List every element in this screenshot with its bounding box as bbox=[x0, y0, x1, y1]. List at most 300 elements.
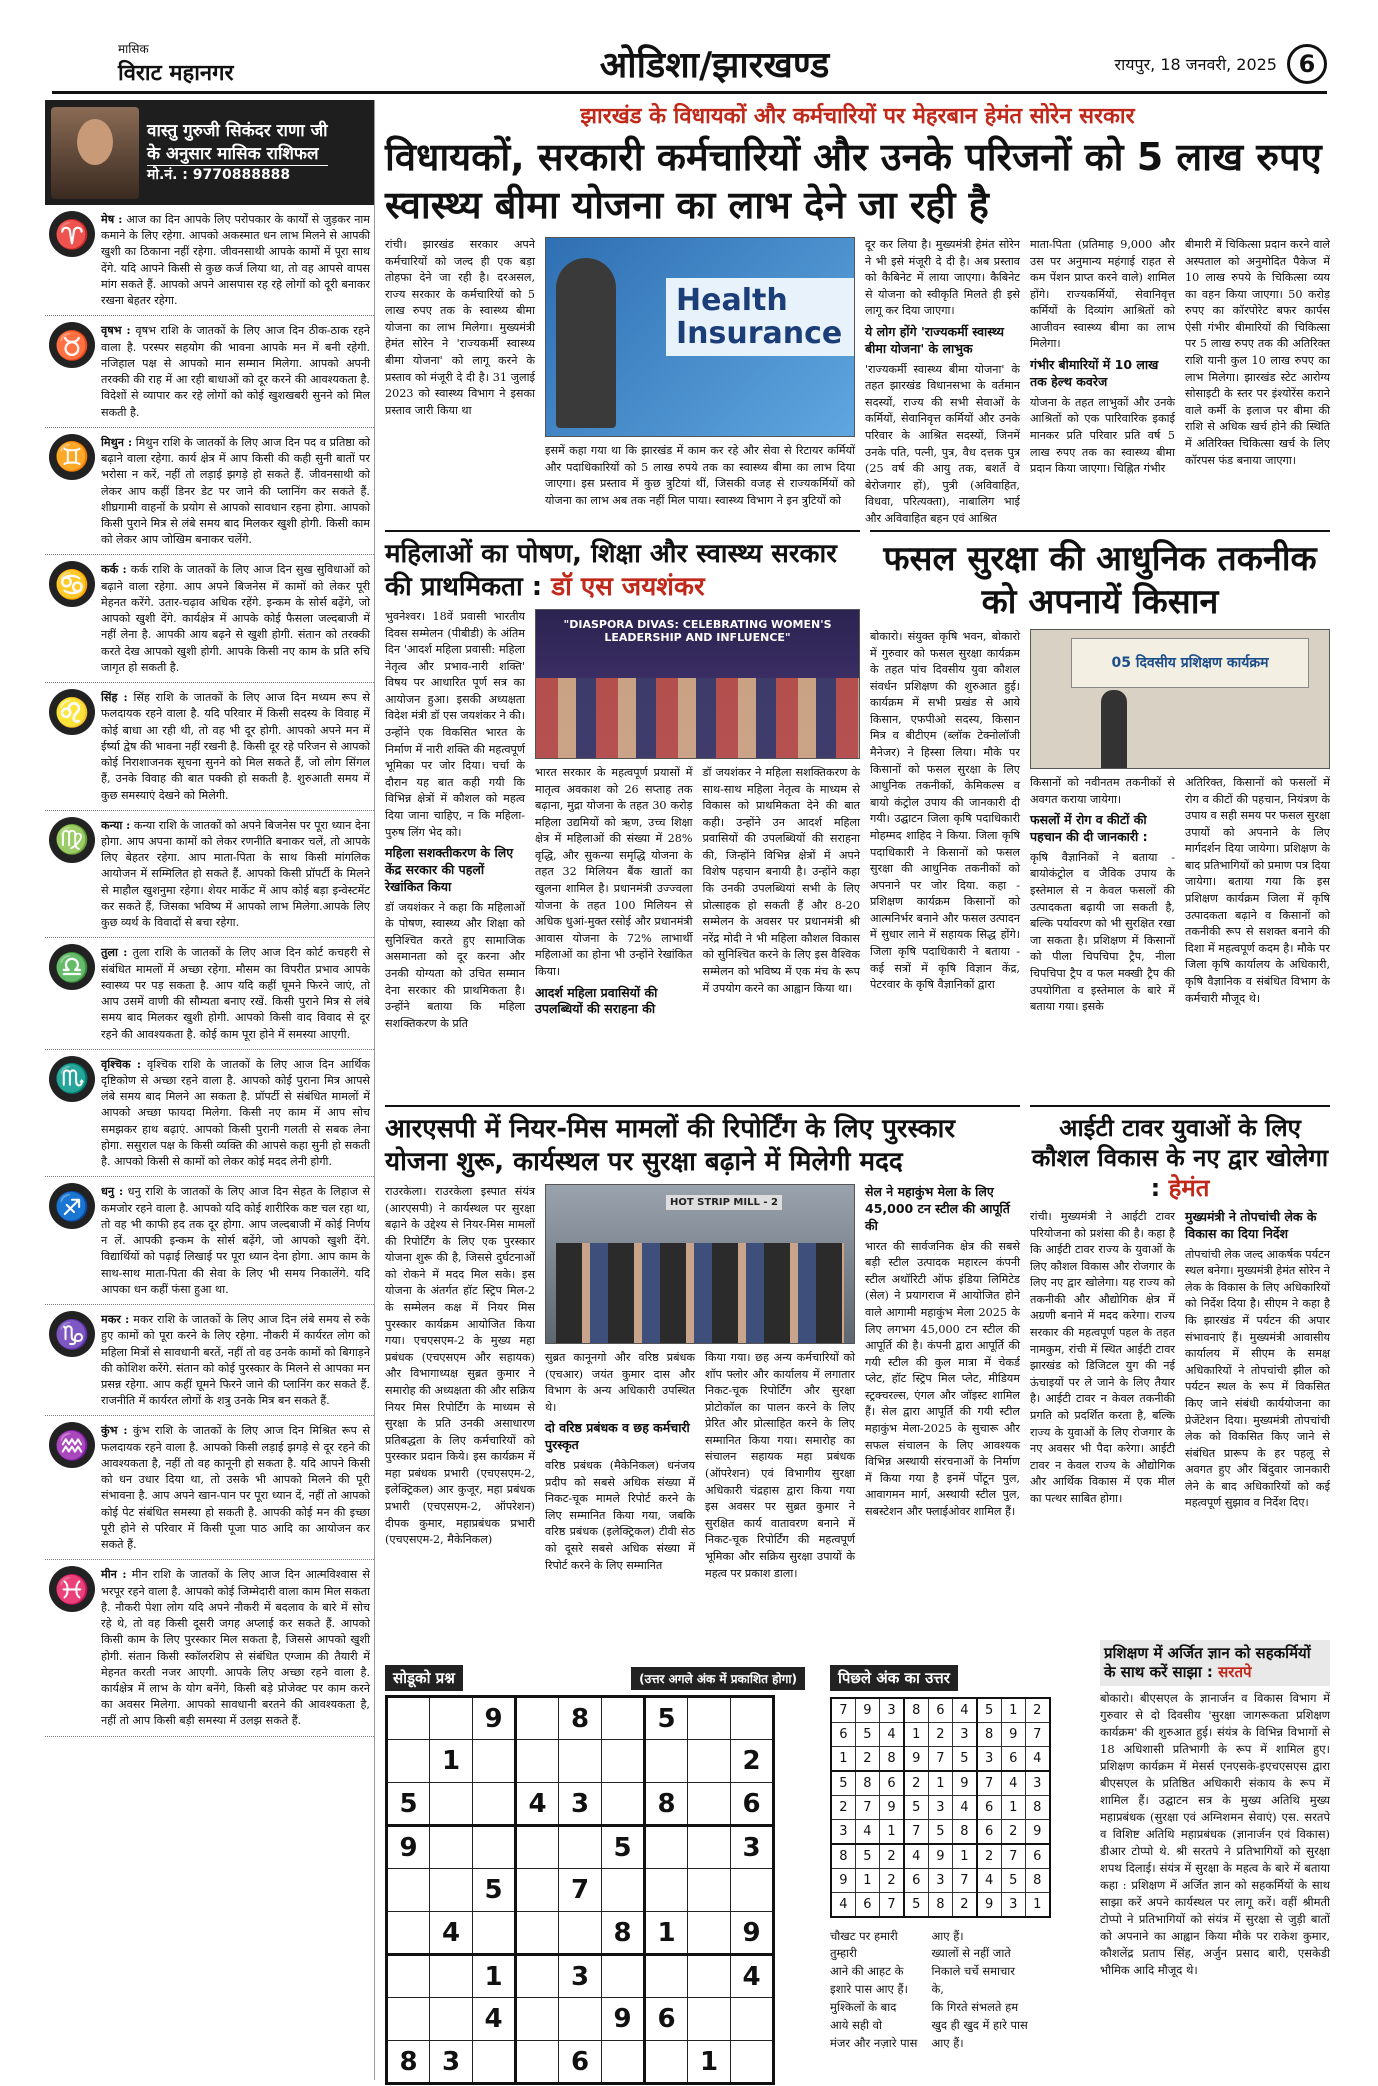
grid-cell bbox=[473, 1826, 516, 1869]
grid-cell bbox=[602, 1783, 645, 1826]
grid-cell: 7 bbox=[977, 1771, 1001, 1795]
sudoku-puzzle bbox=[385, 1665, 805, 2085]
zodiac-text bbox=[101, 434, 370, 549]
grid-cell: 8 bbox=[559, 1697, 602, 1740]
zodiac-sign-icon: ♌ bbox=[49, 689, 95, 735]
poem-line: मंजर और नज़ारे पास bbox=[830, 2035, 918, 2050]
grid-cell bbox=[473, 1912, 516, 1955]
grid-cell bbox=[516, 1740, 559, 1783]
grid-cell: 9 bbox=[1001, 1722, 1025, 1746]
story1-col3b: 'राज्यकर्मी स्वास्थ्य बीमा योजना' के तहत झारखंड विधानसभा के वर्तमान सदस्यों, राज्य की सभी सेवाओं के कर्मियों, सेवानिवृत्त कर्मियों और उनके परिवार के आश्रित सदस्यों, जिनमें उनके पति, पत्नी, पुत्र, वैध दत्तक पुत्र (25 वर्ष की आयु तक, बशर्ते वे बेरोजगार हों), पुत्री (अविवाहित, विधवा, परित्यक्ता), नाबालिग भाई और अविवाहित बहन एवं आश्रित bbox=[865, 362, 1020, 525]
grid-cell: 5 bbox=[904, 1795, 928, 1819]
grid-cell bbox=[516, 1955, 559, 1998]
grid-cell bbox=[688, 1740, 731, 1783]
grid-cell bbox=[559, 1912, 602, 1955]
grid-cell: 4 bbox=[1025, 1747, 1049, 1771]
grid-cell: 2 bbox=[977, 1844, 1001, 1868]
zodiac-prediction: कन्या राशि के जातकों को अपने बिजनेस पर पूरा ध्यान देना होगा. आप अपना कामों को लेकर रणनीति बनाकर चलें, तो आपके लिए बेहतर रहेगा. आप माता-पिता के साथ किसी मांगलिक आयोजन में सम्मिलित हो सकते हैं. आपको किसी प्रॉपर्टी के मिलने से माहौल खुशनुमा रहेगा। शेयर मार्केट में आप कोई बड़ा इन्वेस्टमेंट कर सकते हैं, जिसका भविष्य में आपको लाभ मिलेगा.आपके लिए कुछ व्यर्थ के विवादों से बचा रहेगा. bbox=[101, 818, 370, 930]
story4-photo bbox=[545, 1184, 855, 1344]
zodiac-item bbox=[45, 1050, 374, 1178]
story1-col2: इसमें कहा गया था कि झारखंड में काम कर रहे और सेवा से रिटायर कर्मियों और पदाधिकारियों को 5 लाख रुपये तक का स्वास्थ्य बीमा का लाभ दिया जाएगा। इस प्रस्ताव में कुछ त्रुटियां थीं, जिसकी वजह से राज्यकर्मियों को योजना का लाभ अब तक नहीं मिल पाया। स्वास्थ्य विभाग ने इन त्रुटियों को bbox=[545, 444, 855, 507]
grid-cell: 7 bbox=[1001, 1844, 1025, 1868]
poem-line: मुश्किलों के बाद bbox=[830, 1999, 897, 2014]
story1-subhead2: गंभीर बीमारियों में 10 लाख तक हेल्थ कवरेज bbox=[1030, 357, 1159, 389]
poem bbox=[830, 1928, 1090, 2053]
story5-col2: तोपचांची लेक जल्द आकर्षक पर्यटन स्थल बनेगा। मुख्यमंत्री हेमंत सोरेन ने लेक के विकास के लिए अधिकारियों को निर्देश दिया है। सीएम ने कहा है कि झारखंड में पर्यटन की अपार संभावनाएं हैं। मुख्यमंत्री आवासीय कार्यालय में सीएम के समक्ष अधिकारियों ने तोपचांची झील को पर्यटन स्थल के रूप में विकसित किए जाने संबंधी कार्ययोजना का प्रेजेंटेशन दिया। मुख्यमंत्री तोपचांची लेक को विकसित किए जाने से संबंधित प्रारूप के हर पहलू से अवगत हुए और बिंदुवार जानकारी लेने के बाद अधिकारियों को कई महत्वपूर्ण सुझाव व निर्देश दिए। bbox=[1185, 1247, 1330, 1510]
grid-cell: 3 bbox=[430, 2041, 473, 2084]
poem-line: खुद ही खुद में हारे पास bbox=[931, 2017, 1028, 2032]
zodiac-name: तुला : bbox=[101, 945, 128, 960]
grid-cell bbox=[387, 1697, 430, 1740]
story1-col3: दूर कर लिया है। मुख्यमंत्री हेमंत सोरेन ने भी इसे मंजूरी दे दी है। अब प्रस्ताव को कैबिनेट में लाया जाएगा। कैबिनेट से योजना को स्वीकृति मिलते ही इसे लागू कर दिया जाएगा। bbox=[865, 238, 1020, 318]
story6-headline bbox=[1100, 1640, 1330, 1686]
grid-cell bbox=[688, 1826, 731, 1869]
zodiac-name: कन्या : bbox=[101, 817, 131, 832]
story1-col1: रांची। झारखंड सरकार अपने कर्मचारियों को जल्द ही एक बड़ा तोहफा देने जा रही है। दरअसल, राज्य सरकार के कर्मचारियों को 5 लाख रुपए तक के स्वास्थ्य बीमा योजना का लाभ मिलेगा। मुख्यमंत्री हेमंत सोरेन ने 'राज्यकर्मी स्वास्थ्य बीमा योजना' को लागू करने के प्रस्ताव को मंजूरी दे दी है। 31 जुलाई 2023 को स्वास्थ्य विभाग ने इसका प्रस्ताव जारी किया था bbox=[385, 238, 535, 417]
grid-cell: 3 bbox=[952, 1722, 976, 1746]
grid-cell: 2 bbox=[1001, 1819, 1025, 1843]
story3-col2: किसानों को नवीनतम तकनीकों से अवगत कराया जायेगा। bbox=[1030, 776, 1175, 806]
masthead-frequency: मासिक bbox=[118, 42, 149, 56]
grid-cell bbox=[430, 1998, 473, 2041]
grid-cell: 3 bbox=[1025, 1771, 1049, 1795]
grid-cell: 5 bbox=[855, 1844, 879, 1868]
story1-col5: बीमारी में चिकित्सा प्रदान करने वाले अस्पताल को अनुमोदित पैकेज में 10 लाख रुपये के चिकित्सा व्यय का वहन किया जाएगा। 50 करोड़ रुपए का कॉरपोरेट बफर कार्पस ऐसी गंभीर बीमारियों की चिकित्सा पर 5 लाख रुपए तक की अतिरिक्त राशि यानी कुल 10 लाख रुपए का लाभ मिलेगा। झारखंड स्टेट आरोग्य सोसाइटी के स्तर पर इंश्योरेंस कराने वाले कर्मी के इलाज पर बीमा की राशि से अधिक खर्च होने की स्थिति में अतिरिक्त चिकित्सा खर्च के लिए कॉरपस फंड बनाया जाएगा। bbox=[1185, 238, 1330, 467]
zodiac-sign-icon: ♓ bbox=[49, 1566, 95, 1612]
grid-cell: 4 bbox=[904, 1844, 928, 1868]
poem-line: आए हैं। bbox=[931, 1928, 964, 1943]
grid-cell: 3 bbox=[559, 1955, 602, 1998]
grid-cell: 1 bbox=[1001, 1698, 1025, 1722]
grid-cell bbox=[645, 2041, 688, 2084]
zodiac-name: मिथुन : bbox=[101, 434, 133, 449]
zodiac-text bbox=[101, 1056, 370, 1171]
grid-cell bbox=[559, 1826, 602, 1869]
zodiac-prediction: कर्क राशि के जातकों के लिए आज दिन सुख सुविधाओं को बढ़ाने वाला रहेगा. आप अपने बिजनेस में कामों को लेकर पूरी मेहनत करेंगे. उतार-चढ़ाव अधिक रहेंगे. इन्कम के सोर्स बढ़ेंगे, जो आपको खुशी देंगे. कार्यक्षेत्र में आपके कोई फैसला जल्दबाजी में नहीं लेना है. आपकी आय बढ़ने से खुशी होगी. संतान को तरक्की करते देख आपको खुशी होगी. आपके किसी नए काम के प्रति रुचि जागृत हो सकती है. bbox=[101, 563, 370, 674]
horoscope-header bbox=[45, 100, 374, 205]
story6-headline-name: सरतपे bbox=[1218, 1662, 1252, 1681]
story4-photo-text: HOT STRIP MILL - 2 bbox=[666, 1195, 782, 1210]
grid-cell bbox=[516, 1912, 559, 1955]
zodiac-text bbox=[101, 689, 370, 804]
grid-cell bbox=[516, 1869, 559, 1912]
grid-cell: 6 bbox=[928, 1698, 952, 1722]
story3-photo-banner: 05 दिवसीय प्रशिक्षण कार्यक्रम bbox=[1071, 638, 1309, 688]
grid-cell: 8 bbox=[952, 1819, 976, 1843]
zodiac-sign-icon: ♍ bbox=[49, 817, 95, 863]
grid-cell: 1 bbox=[430, 1740, 473, 1783]
zodiac-sign-icon: ♐ bbox=[49, 1183, 95, 1229]
grid-cell bbox=[602, 2041, 645, 2084]
answer-title: पिछले अंक का उत्तर bbox=[830, 1665, 958, 1691]
grid-cell bbox=[430, 1697, 473, 1740]
poem-line: आने की आहट के bbox=[830, 1964, 904, 1979]
zodiac-text bbox=[101, 1566, 370, 1729]
grid-cell: 9 bbox=[731, 1912, 774, 1955]
horoscope-title-line2: के अनुसार मासिक राशिफल bbox=[147, 143, 319, 164]
masthead bbox=[52, 36, 1327, 94]
grid-cell bbox=[516, 1998, 559, 2041]
poem-line: कि गिरते संभलते हम bbox=[931, 1999, 1019, 2014]
zodiac-sign-icon: ♏ bbox=[49, 1056, 95, 1102]
grid-cell: 6 bbox=[645, 1998, 688, 2041]
grid-cell: 4 bbox=[952, 1698, 976, 1722]
grid-cell: 8 bbox=[977, 1722, 1001, 1746]
grid-cell: 6 bbox=[1025, 1844, 1049, 1868]
grid-cell bbox=[688, 1869, 731, 1912]
story2-col1: भुवनेश्वर। 18वें प्रवासी भारतीय दिवस सम्मेलन (पीबीडी) के अंतिम दिन 'आदर्श महिला प्रवासी: महिला नेतृत्व और प्रभाव-नारी शक्ति' विषय पर आधारित पूर्ण सत्र का आयोजन हुआ। इसकी अध्यक्षता विदेश मंत्री डॉ एस जयशंकर ने की। उन्होंने एक विकसित भारत के निर्माण में नारी शक्ति की महत्वपूर्ण भूमिका पर जोर दिया। चर्चा के दौरान यह बात कही गयी कि विभिन्न क्षेत्रों में कौशल को महत्व दिया जाना चाहिए, न कि महिला-पुरुष लिंग भेद को। bbox=[385, 610, 525, 839]
grid-cell: 7 bbox=[1025, 1722, 1049, 1746]
poem-line: चौखट पर हमारी bbox=[830, 1928, 898, 1943]
grid-cell: 8 bbox=[1025, 1868, 1049, 1892]
grid-cell: 8 bbox=[387, 2041, 430, 2084]
zodiac-text bbox=[101, 944, 370, 1042]
grid-cell: 1 bbox=[831, 1747, 855, 1771]
grid-cell: 5 bbox=[387, 1783, 430, 1826]
story4-col2b: वरिष्ठ प्रबंधक (मैकेनिकल) धनंजय प्रदीप को सबसे अधिक संख्या में निकट-चूक मामले रिपोर्ट करने के लिए सम्मानित किया गया, जबकि वरिष्ठ प्रबंधक (इलेक्ट्रिकल) टीवी सेठ को दूसरे सबसे अधिक संख्या में रिपोर्ट करने के लिए सम्मानित bbox=[545, 1459, 695, 1572]
story-rsp-near-miss bbox=[385, 1105, 1020, 1582]
grid-cell: 7 bbox=[559, 1869, 602, 1912]
grid-cell: 4 bbox=[855, 1819, 879, 1843]
grid-cell: 1 bbox=[952, 1844, 976, 1868]
grid-cell: 2 bbox=[855, 1747, 879, 1771]
poem-line: तुम्हारी bbox=[830, 1946, 857, 1961]
astrologer-photo bbox=[51, 107, 139, 199]
zodiac-sign-icon: ♎ bbox=[49, 944, 95, 990]
story2-subhead1: महिला सशक्तीकरण के लिए केंद्र सरकार की पहलों रेखांकित किया bbox=[385, 845, 514, 894]
story2-photo bbox=[535, 609, 860, 759]
grid-cell bbox=[473, 1740, 516, 1783]
grid-cell: 9 bbox=[855, 1698, 879, 1722]
grid-cell bbox=[688, 1998, 731, 2041]
grid-cell: 9 bbox=[977, 1892, 1001, 1916]
grid-cell: 1 bbox=[855, 1868, 879, 1892]
answer-grid bbox=[830, 1697, 1051, 1918]
zodiac-text bbox=[101, 1311, 370, 1409]
story3-col2b: कृषि वैज्ञानिकों ने बताया - बायोकंट्रोल व जैविक उपाय के इस्तेमाल से न केवल फसलों की उत्पादकता बढ़ायी जा सकती है, बल्कि पर्यावरण को भी सुरक्षित रखा जा सकता है। प्रशिक्षण में किसानों को पीला चिपचिपा ट्रैप, नीला चिपचिपा ट्रैप व फल मक्खी ट्रैप की उपयोगिता व इस्तेमाल के बारे में बताया गया। इसके bbox=[1030, 850, 1175, 1014]
grid-cell: 5 bbox=[1001, 1868, 1025, 1892]
grid-cell bbox=[559, 1998, 602, 2041]
grid-cell: 4 bbox=[1001, 1771, 1025, 1795]
masthead-brand bbox=[52, 40, 352, 87]
story1-col4: माता-पिता (प्रतिमाह 9,000 और उस पर अनुमान्य महंगाई राहत से कम पेंशन प्राप्त करने वाले) शामिल होंगे। राज्यकर्मियों, सेवानिवृत्त कर्मियों के दिव्यांग आश्रितों को आजीवन स्वास्थ्य बीमा का लाभ मिलेगा। bbox=[1030, 238, 1175, 351]
story-health-insurance bbox=[385, 100, 1330, 527]
story2-photo-text: "DIASPORA DIVAS: CELEBRATING WOMEN'S LEADERSHIP AND INFLUENCE" bbox=[563, 618, 832, 644]
zodiac-sign-icon: ♒ bbox=[49, 1422, 95, 1468]
grid-cell: 4 bbox=[952, 1795, 976, 1819]
grid-cell: 9 bbox=[602, 1998, 645, 2041]
sudoku-grid bbox=[385, 1695, 775, 2085]
grid-cell: 2 bbox=[1025, 1698, 1049, 1722]
story2-col3: डॉ जयशंकर ने महिला सशक्तिकरण के साथ-साथ महिला नेतृत्व के माध्यम से विकास को प्राथमिकता देने की बात कही। उन्होंने उन आदर्श महिला प्रवासियों की उपलब्धियों की सराहना की, जिन्होंने विभिन्न क्षेत्रों में अपने विशेष पहचान बनायी है। उन्होंने कहा कि उनकी उपलब्धियां सभी के लिए प्रोत्साहक हो सकती हैं और 8-20 सम्मेलन के अवसर पर प्रधानमंत्री श्री नरेंद्र मोदी ने भी महिला कौशल विकास को सुनिश्चित करने के लिए इस वैश्विक सम्मेलन को भविष्य में एक मंच के रूप में उपयोग करने का आह्वान किया था। bbox=[702, 766, 860, 995]
grid-cell: 2 bbox=[928, 1722, 952, 1746]
zodiac-item bbox=[45, 1560, 374, 1736]
grid-cell: 5 bbox=[952, 1747, 976, 1771]
grid-cell: 5 bbox=[473, 1869, 516, 1912]
poem-line: आए हैं। bbox=[931, 2035, 964, 2050]
story1-kicker: झारखंड के विधायकों और कर्मचारियों पर मेहरबान हेमंत सोरेन सरकार bbox=[580, 104, 1135, 129]
grid-cell: 8 bbox=[880, 1747, 904, 1771]
grid-cell: 7 bbox=[952, 1868, 976, 1892]
grid-cell: 6 bbox=[559, 2041, 602, 2084]
zodiac-sign-icon: ♑ bbox=[49, 1311, 95, 1357]
zodiac-text bbox=[101, 1183, 370, 1298]
grid-cell: 6 bbox=[977, 1819, 1001, 1843]
grid-cell: 2 bbox=[731, 1740, 774, 1783]
grid-cell: 9 bbox=[904, 1747, 928, 1771]
grid-cell: 8 bbox=[1025, 1795, 1049, 1819]
story5-subhead1: मुख्यमंत्री ने तोपचांची लेक के विकास का दिया निर्देश bbox=[1185, 1209, 1317, 1241]
grid-cell bbox=[645, 1826, 688, 1869]
zodiac-sign-icon: ♈ bbox=[49, 211, 95, 257]
story4-col3: किया गया। छह अन्य कर्मचारियों को शॉप फ्लोर और कार्यालय में लगातार निकट-चूक रिपोर्टिंग और सुरक्षा प्रोटोकॉल का पालन करने के लिए प्रेरित और प्रोत्साहित करने के लिए सम्मानित किया गया। समारोह का संचालन सहायक महा प्रबंधक (ऑपरेशन) एवं विभागीय सुरक्षा अधिकारी चंद्रहास द्वारा किया गया इस अवसर पर सुब्रत कुमार ने सुरक्षित कार्य वातावरण बनाने में निकट-चूक रिपोर्टिंग की महत्वपूर्ण भूमिका और सक्रिय सुरक्षा उपायों के महत्व पर प्रकाश डाला। bbox=[705, 1351, 855, 1580]
story4-col2: सुब्रत कानूनगो और वरिष्ठ प्रबंधक (एचआर) जयंत कुमार दास और विभाग के अन्य अधिकारी उपस्थित थे। bbox=[545, 1351, 695, 1414]
story3-col3: अतिरिक्त, किसानों को फसलों में रोग व कीटों की पहचान, नियंत्रण के उपाय व सही समय पर फसल सुरक्षा उपायों को अपनाने के लिए मार्गदर्शन दिया जायेगा। प्रशिक्षण के बाद प्रतिभागियों को प्रमाण पत्र दिया जायेगा। बताया गया कि इस प्रशिक्षण कार्यक्रम जिला में कृषि उत्पादकता बढ़ाने व किसानों को तकनीकी रूप से सशक्त बनाने की दिशा में महत्वपूर्ण कदम है। मौके पर जिला कृषि कार्यालय के अधिकारी, कृषि वैज्ञानिक व संबंधित विभाग के कर्मचारी मौजूद थे। bbox=[1185, 776, 1330, 1005]
grid-cell bbox=[516, 1697, 559, 1740]
zodiac-item bbox=[45, 205, 374, 316]
grid-cell: 9 bbox=[831, 1868, 855, 1892]
story4-headline: आरएसपी में नियर-मिस मामलों की रिपोर्टिंग के लिए पुरस्कार योजना शुरू, कार्यस्थल पर सुरक्षा बढ़ाने में मिलेगी मदद bbox=[385, 1114, 955, 1177]
horoscope-title-line1: वास्तु गुरुजी सिकंदर राणा जी bbox=[147, 120, 328, 141]
grid-cell: 9 bbox=[928, 1844, 952, 1868]
story3-photo bbox=[1030, 629, 1330, 769]
grid-cell: 9 bbox=[952, 1771, 976, 1795]
zodiac-name: मेष : bbox=[101, 212, 123, 226]
grid-cell: 4 bbox=[473, 1998, 516, 2041]
grid-cell: 3 bbox=[928, 1868, 952, 1892]
grid-cell: 4 bbox=[831, 1892, 855, 1916]
grid-cell: 4 bbox=[880, 1722, 904, 1746]
grid-cell: 5 bbox=[602, 1826, 645, 1869]
grid-cell: 6 bbox=[977, 1795, 1001, 1819]
grid-cell: 4 bbox=[977, 1868, 1001, 1892]
grid-cell: 1 bbox=[880, 1819, 904, 1843]
zodiac-prediction: तुला राशि के जातकों के लिए आज दिन कोर्ट कचहरी से संबंधित मामलों में अच्छा रहेगा. मौसम का विपरीत प्रभाव आपके स्वास्थ्य पर पड़ सकता है. आप यदि कहीं घूमने फिरने जाएं, तो आप उसमें वाणी की सौम्यता बनाए रखें. किसी पुराने मित्र से लंबे समय बाद मिलकर खुशी होगी. आपको किसी वाद विवाद से दूर रहने की आवश्यकता है. कोई काम पूरा होने में समस्या आएगी. bbox=[101, 946, 371, 1041]
grid-cell: 2 bbox=[831, 1795, 855, 1819]
grid-cell: 7 bbox=[928, 1747, 952, 1771]
grid-cell bbox=[688, 1955, 731, 1998]
zodiac-text bbox=[101, 817, 370, 932]
grid-cell bbox=[731, 2041, 774, 2084]
zodiac-name: कर्क : bbox=[101, 562, 127, 577]
horoscope-column bbox=[45, 100, 375, 2080]
poem-line: निकाले चर्चे समाचार bbox=[931, 1964, 1015, 1979]
grid-cell: 5 bbox=[831, 1771, 855, 1795]
zodiac-item bbox=[45, 1416, 374, 1560]
grid-cell: 9 bbox=[1025, 1819, 1049, 1843]
story2-headline bbox=[385, 538, 860, 603]
story3-col1: बोकारो। संयुक्त कृषि भवन, बोकारो में गुरुवार को फसल सुरक्षा कार्यक्रम के तहत पांच दिवसीय युवा कौशल संवर्धन प्रशिक्षण की शुरुआत हुई। कार्यक्रम में सभी प्रखंड से आये किसान, एफपीओ सदस्य, किसान मित्र व बीटीएम (ब्लॉक टेक्नोलॉजी मैनेजर) ने हिस्सा लिया। मौके पर किसानों को फसल सुरक्षा के लिए आधुनिक तकनीकों, केमिकल्स व बायो कंट्रोल उपाय की जानकारी दी गयी। उद्घाटन जिला कृषि पदाधिकारी मोहम्मद शाहिद ने किया. जिला कृषि पदाधिकारी ने किसानों को फसल सुरक्षा की आधुनिक तकनीकों को अपनाने पर जोर दिया. कहा - प्रशिक्षण कार्यक्रम किसानों को आत्मनिर्भर बनाने और फसल उत्पादन में सुधार लाने में सहायक सिद्ध होंगे। जिला कृषि पदाधिकारी ने बताया - कई सत्रों में कृषि विज्ञान केंद्र, पेटरवार के कृषि वैज्ञानिकों द्वारा bbox=[870, 630, 1020, 992]
story4-col4: भारत की सार्वजनिक क्षेत्र की सबसे बड़ी स्टील उत्पादक महारत्न कंपनी स्टील अथॉरिटी ऑफ इंडिया लिमिटेड (सेल) ने प्रयागराज में आयोजित होने वाले आगामी महाकुंभ मेला 2025 के लिए लगभग 45,000 टन स्टील की आपूर्ति की है। कंपनी द्वारा आपूर्ति की गयी स्टील की कुल मात्रा में चेकर्ड प्लेट, हॉट स्ट्रिप मिल प्लेट, मीडियम स्ट्रक्चरल्स, एंगल और जॉइस्ट शामिल हैं। सेल द्वारा आपूर्ति की गयी स्टील महाकुंभ मेला-2025 के सुचारू और सफल संचालन के लिए आवश्यक विभिन्न अस्थायी संरचनाओं के निर्माण में किया गया है इनमें पोंटून पुल, आवागमन मार्ग, अस्थायी स्टील पुल, सबस्टेशन और फ्लाईओवर शामिल हैं। bbox=[865, 1239, 1020, 1518]
grid-cell: 3 bbox=[1001, 1892, 1025, 1916]
story5-col1: रांची। मुख्यमंत्री ने आईटी टावर परियोजना को प्रशंसा की है। कहा है कि आईटी टावर राज्य के युवाओं के लिए कौशल विकास और रोजगार के लिए नए द्वार खोलेगा। यह राज्य को तकनीकी और औद्योगिक क्षेत्र में अग्रणी बनाने में मदद करेगा। राज्य सरकार की महत्वपूर्ण पहल के तहत नामकुम, रांची में स्थित आईटी टावर झारखंड को डिजिटल युग की नई ऊंचाइयों पर ले जाने के लिए तैयार है। आईटी टावर न केवल तकनीकी प्रगति को प्रदर्शित करता है, बल्कि राज्य के युवाओं के लिए रोजगार के नए अवसर भी पैदा करेगा। आईटी टावर न केवल राज्य के औद्योगिक और आर्थिक विकास में एक मील का पत्थर साबित होगा। bbox=[1030, 1210, 1175, 1505]
grid-cell: 7 bbox=[904, 1819, 928, 1843]
grid-cell: 6 bbox=[904, 1868, 928, 1892]
grid-cell: 1 bbox=[904, 1722, 928, 1746]
story2-headline-main: महिलाओं का पोषण, शिक्षा और स्वास्थ्य सरकार की प्राथमिकता : bbox=[385, 539, 837, 602]
grid-cell bbox=[731, 1998, 774, 2041]
story4-col1: राउरकेला। राउरकेला इस्पात संयंत्र (आरएसपी) ने कार्यस्थल पर सुरक्षा बढ़ाने के उद्देश्य से नियर-मिस मामलों की रिपोर्टिंग के लिए एक पुरस्कार योजना शुरू की है, जिससे दुर्घटनाओं को रोकने में मदद मिल सके। इस योजना के अंतर्गत हॉट स्ट्रिप मिल-2 के सम्मेलन कक्ष में नियर मिस पुरस्कार कार्यक्रम आयोजित किया गया। एचएसएम-2 के मुख्य महा प्रबंधक (एचएसएम और सहायक) और विभागाध्यक्ष सुब्रत कुमार ने समारोह की अध्यक्षता की और सक्रिय नियर मिस रिपोर्टिंग के माध्यम से सुरक्षा के प्रति उनकी असाधारण प्रतिबद्धता के लिए कर्मचारियों को पुरस्कार प्रदान किये। इस कार्यक्रम में महा प्रबंधक प्रभारी (एचएसएम-2, इलेक्ट्रिकल) आर कुजूर, महा प्रबंधक प्रभारी (एचएसएम-2, ऑपरेशन) दीपक कुमार, महाप्रबंधक प्रभारी (एचएसएम-2, मैकेनिकल) bbox=[385, 1185, 535, 1547]
story2-col2: भारत सरकार के महत्वपूर्ण प्रयासों में मातृत्व अवकाश को 26 सप्ताह तक बढ़ाना, मुद्रा योजना के तहत 30 करोड़ महिला उद्यमियों को ऋण, उच्च शिक्षा क्षेत्र में महिलाओं की संख्या में 28% वृद्धि, और सुकन्या समृद्धि योजना के तहत 32 मिलियन बैंक खातों का खुलना शामिल है। प्रधानमंत्री उज्ज्वला योजना के तहत 100 मिलियन से अधिक धुआं-मुक्त रसोई और प्रधानमंत्री आवास योजना के 72% लाभार्थी महिलाओं का होना भी उन्होंने रेखांकित किया। bbox=[535, 766, 693, 978]
grid-cell bbox=[387, 1998, 430, 2041]
grid-cell: 3 bbox=[977, 1747, 1001, 1771]
grid-cell: 6 bbox=[855, 1892, 879, 1916]
zodiac-item bbox=[45, 811, 374, 939]
zodiac-text bbox=[101, 322, 370, 420]
grid-cell bbox=[387, 1740, 430, 1783]
grid-cell: 5 bbox=[977, 1698, 1001, 1722]
grid-cell: 9 bbox=[880, 1795, 904, 1819]
zodiac-text bbox=[101, 211, 370, 309]
zodiac-list bbox=[45, 205, 374, 1737]
grid-cell: 2 bbox=[880, 1868, 904, 1892]
poem-line: ख्यालों से नहीं जाते bbox=[931, 1946, 1011, 1961]
grid-cell bbox=[602, 1740, 645, 1783]
poem-line: के, bbox=[931, 1982, 944, 1997]
story1-photo bbox=[545, 237, 855, 437]
grid-cell bbox=[559, 1740, 602, 1783]
story-jaishankar bbox=[385, 530, 860, 1032]
masthead-title: विराट महानगर bbox=[118, 61, 234, 86]
zodiac-text bbox=[101, 1422, 370, 1553]
story1-headline: विधायकों, सरकारी कर्मचारियों और उनके परिजनों को 5 लाख रुपए स्वास्थ्य बीमा योजना का लाभ देने जा रही है bbox=[385, 135, 1322, 227]
grid-cell: 8 bbox=[855, 1771, 879, 1795]
grid-cell: 5 bbox=[645, 1697, 688, 1740]
grid-cell: 7 bbox=[831, 1698, 855, 1722]
story2-subhead2: आदर्श महिला प्रवासियों की उपलब्धियों की सराहना की bbox=[535, 984, 658, 1017]
grid-cell: 3 bbox=[928, 1795, 952, 1819]
grid-cell: 1 bbox=[928, 1771, 952, 1795]
zodiac-item bbox=[45, 428, 374, 556]
grid-cell: 1 bbox=[1001, 1795, 1025, 1819]
grid-cell: 8 bbox=[831, 1844, 855, 1868]
grid-cell: 4 bbox=[430, 1912, 473, 1955]
grid-cell: 6 bbox=[731, 1783, 774, 1826]
grid-cell: 8 bbox=[928, 1892, 952, 1916]
zodiac-prediction: सिंह राशि के जातकों के लिए आज दिन मध्यम रूप से फलदायक रहने वाला है. यदि परिवार में किसी सदस्य के विवाह में कोई बाधा आ रही थी, तो वह भी दूर होगी. आपको अपने मन में ईर्ष्या द्वेष की भावना नहीं रखनी है. किसी दूर रहे परिजन से आपको कोई निराशाजनक सूचना सुनने को मिल सकते हैं, जो लोग सिंगल हैं, उनके विवाह की बात पक्की हो सकती है. शुरुआती समय में कुछ समस्याएं देखने को मिलेगी. bbox=[101, 691, 370, 802]
grid-cell: 1 bbox=[1025, 1892, 1049, 1916]
poem-line: आये सही वो bbox=[830, 2017, 882, 2032]
grid-cell: 6 bbox=[831, 1722, 855, 1746]
astrologer-phone: मो.नं. : 9770888888 bbox=[147, 165, 328, 185]
zodiac-item bbox=[45, 938, 374, 1049]
sudoku-note: (उत्तर अगले अंक में प्रकाशित होगा) bbox=[631, 1667, 805, 1690]
story6-body: बोकारो। बीएसएल के ज्ञानार्जन व विकास विभाग में गुरुवार से दो दिवसीय 'सुरक्षा जागरूकता प्रशिक्षण कार्यक्रम' की शुरुआत हुई। संयंत्र के विभिन्न विभागों से 18 अधिशासी प्रतिभागी के रूप में शामिल हुए। प्रशिक्षण कार्यक्रम में मेसर्स एनएसके-इएचएसएस द्वारा बीएसएल के प्रतिष्ठित अधिकारी संकाय के रूप में शामिल हैं। उद्घाटन सत्र के मुख्य अतिथि मुख्य महाप्रबंधक (सुरक्षा एवं अग्निशमन सेवाएं) एस. सरतपे व विशिष्ट अतिथि महाप्रबंधक (ज्ञानार्जन एवं विकास) डीआर टोप्पो थे. श्री सरतपे ने प्रतिभागियों को सुरक्षा शपथ दिलाई। संयंत्र में सुरक्षा के महत्व के बारे में बताया कहा : प्रशिक्षण में अर्जित ज्ञान को सहकर्मियों के साथ साझा करें अपने कार्यस्थल पर लागू करें। वहीं श्रीमती टोप्पो ने प्रतिभागियों को संयंत्र में सुरक्षा से जुड़ी बातों को अपनाने का आह्वान किया मौके पर राकेश कुमार, कौशलेंद्र प्रताप सिंह, अर्जुन प्रसाद बारी, एसकेडी भौमिक आदि मौजूद थे। bbox=[1100, 1690, 1330, 1977]
zodiac-sign-icon: ♋ bbox=[49, 561, 95, 607]
grid-cell: 5 bbox=[855, 1722, 879, 1746]
zodiac-name: मकर : bbox=[101, 1312, 130, 1327]
grid-cell bbox=[731, 1697, 774, 1740]
zodiac-text bbox=[101, 561, 370, 676]
story5-headline-main: आईटी टावर युवाओं के लिए कौशल विकास के नए द्वार खोलेगा : bbox=[1031, 1114, 1329, 1202]
zodiac-prediction: मिथुन राशि के जातकों के लिए आज दिन पद व प्रतिष्ठा को बढ़ाने वाला रहेगा. कार्य क्षेत्र में आप किसी की कही सुनी बातों पर भरोसा न करें, नहीं तो लड़ाई झगड़े हो सकते हैं. जीवनसाथी को लेकर आप कहीं डिनर डेट पर जाने की प्लानिंग कर सकते हैं. शीघ्रगामी वाहनों के प्रयोग से आपको सावधान रहना होगा. आपको किसी पुराने मित्र से लंबे समय बाद मिलकर खुशी होगी. किसी काम को लेकर आप जोखिम बनाकर चलेंगे. bbox=[101, 435, 370, 547]
zodiac-prediction: मकर राशि के जातकों के लिए आज दिन लंबे समय से रुके हुए कामों को पूरा करने के लिए रहेगा. नौकरी में कार्यरत लोग को महिला मित्रों से सावधानी बरतें, नहीं तो वह उनके कामों को बिगाड़ने की कोशिश करेंगे. संतान को कोई पुरस्कार के मिलने से आपका मन प्रसन्न रहेगा. आप कहीं घूमने फिरने जाने की प्लानिंग कर सकते हैं. राजनीति में कार्यरत लोगों के शत्रु उनके मित्र बन सकते हैं. bbox=[101, 1313, 370, 1408]
grid-cell: 4 bbox=[731, 1955, 774, 1998]
grid-cell bbox=[430, 1783, 473, 1826]
issue-date: रायपुर, 18 जनवरी, 2025 bbox=[1114, 54, 1277, 74]
grid-cell: 8 bbox=[602, 1912, 645, 1955]
grid-cell bbox=[430, 1869, 473, 1912]
story1-subhead1: ये लोग होंगे 'राज्यकर्मी स्वास्थ्य बीमा योजना' के लाभुक bbox=[865, 323, 1004, 356]
story6-headline-main: प्रशिक्षण में अर्जित ज्ञान को सहकर्मियों के साथ करें साझा : bbox=[1104, 1644, 1311, 1681]
section-title: ओडिशा/झारखण्ड bbox=[599, 45, 830, 86]
zodiac-item bbox=[45, 1305, 374, 1416]
zodiac-name: वृश्चिक : bbox=[101, 1056, 141, 1071]
sudoku-answer bbox=[830, 1665, 1090, 2052]
page-number: 6 bbox=[1287, 44, 1327, 84]
grid-cell bbox=[645, 1740, 688, 1783]
grid-cell: 6 bbox=[880, 1771, 904, 1795]
grid-cell: 7 bbox=[880, 1892, 904, 1916]
grid-cell bbox=[688, 1697, 731, 1740]
grid-cell: 1 bbox=[688, 2041, 731, 2084]
story5-headline-name: हेमंत bbox=[1168, 1174, 1210, 1202]
grid-cell bbox=[387, 1912, 430, 1955]
grid-cell bbox=[602, 1869, 645, 1912]
story1-col4b: योजना के तहत लाभुकों और उनके आश्रितों को एक पारिवारिक इकाई मानकर प्रति परिवार प्रति वर्ष 5 लाख रुपए तक का स्वास्थ्य बीमा प्रदान किया जाएगा। चिह्नित गंभीर bbox=[1030, 395, 1175, 476]
story2-col1b: डॉ जयशंकर ने कहा कि महिलाओं के पोषण, स्वास्थ्य और शिक्षा को सुनिश्चित करते हुए सामाजिक असमानता को दूर करना और उनकी योग्यता को उचित सम्मान देना सरकार की प्राथमिकता है। उन्होंने बताया कि महिला सशक्तिकरण के प्रति bbox=[385, 900, 525, 1030]
grid-cell bbox=[688, 1783, 731, 1826]
grid-cell: 2 bbox=[904, 1771, 928, 1795]
story3-subhead1: फसलों में रोग व कीटों की पहचान की दी जानकारी : bbox=[1030, 812, 1148, 845]
horoscope-title bbox=[147, 120, 328, 186]
zodiac-item bbox=[45, 555, 374, 683]
grid-cell bbox=[387, 1955, 430, 1998]
grid-cell bbox=[645, 1955, 688, 1998]
story4-subhead1: दो वरिष्ठ प्रबंधक व छह कर्मचारी पुरस्कृत bbox=[545, 1420, 690, 1453]
grid-cell: 5 bbox=[928, 1819, 952, 1843]
grid-cell: 3 bbox=[559, 1783, 602, 1826]
zodiac-item bbox=[45, 1177, 374, 1305]
grid-cell: 8 bbox=[645, 1783, 688, 1826]
zodiac-prediction: आज का दिन आपके लिए परोपकार के कार्यों से जुड़कर नाम कमाने के लिए रहेगा. आपको अकस्मात धन लाभ मिलने से आपकी खुशी का ठिकाना नहीं रहेगा. जीवनसाथी आपके कामों में पूरा साथ देंगे. यदि आपने किसी से कुछ कर्ज लिया था, तो वह आपसे वापस मांग सकते हैं. आपको अपने आसपास रह रहे लोगों को दूरी बनाकर रखना बेहतर रहेगा. bbox=[101, 213, 370, 308]
grid-cell bbox=[387, 1869, 430, 1912]
poem-left bbox=[830, 1928, 917, 2053]
zodiac-sign-icon: ♊ bbox=[49, 434, 95, 480]
grid-cell: 1 bbox=[645, 1912, 688, 1955]
story5-headline bbox=[1030, 1113, 1330, 1203]
poem-right bbox=[931, 1928, 1027, 2053]
grid-cell: 3 bbox=[880, 1698, 904, 1722]
grid-cell: 3 bbox=[831, 1819, 855, 1843]
zodiac-item bbox=[45, 316, 374, 427]
grid-cell bbox=[731, 1869, 774, 1912]
grid-cell: 3 bbox=[731, 1826, 774, 1869]
grid-cell bbox=[602, 1697, 645, 1740]
grid-cell: 1 bbox=[473, 1955, 516, 1998]
zodiac-item bbox=[45, 683, 374, 811]
zodiac-name: वृषभ : bbox=[101, 323, 131, 338]
grid-cell bbox=[473, 2041, 516, 2084]
zodiac-prediction: धनु राशि के जातकों के लिए आज दिन सेहत के लिहाज से कमजोर रहने वाला है. आपको यदि कोई शारीरिक कष्ट चल रहा था, तो वह भी काफी हद तक दूर होगा. आप जल्दबाजी में कोई निर्णय न लें. आपकी इन्कम के सोर्स बढ़ेंगे, जो आपको खुशी देंगे. विद्यार्थियों को पढ़ाई लिखाई पर पूरा ध्यान देना होगा. आप काम के साथ-साथ माता-पिता की सेवा के लिए भी समय निकालेंगे. यदि आपका धन कहीं फंसा हुआ था. bbox=[101, 1185, 371, 1296]
grid-cell: 2 bbox=[952, 1892, 976, 1916]
grid-cell bbox=[688, 1912, 731, 1955]
story1-photo-text: Health Insurance bbox=[666, 278, 854, 356]
sudoku-title: सोडूको प्रश्न bbox=[385, 1665, 463, 1691]
story3-headline: फसल सुरक्षा की आधुनिक तकनीक को अपनायें किसान bbox=[883, 539, 1317, 622]
grid-cell: 6 bbox=[1001, 1747, 1025, 1771]
grid-cell: 8 bbox=[904, 1698, 928, 1722]
grid-cell bbox=[645, 1869, 688, 1912]
story2-headline-name: डॉ एस जयशंकर bbox=[551, 571, 705, 602]
grid-cell bbox=[516, 2041, 559, 2084]
zodiac-prediction: वृश्चिक राशि के जातकों के लिए आज दिन आर्थिक दृष्टिकोण से अच्छा रहने वाला है. आपको कोई पुराना मित्र आपसे लंबे समय बाद मिलने आ सकता है. प्रॉपर्टी से संबंधित मामलों में आपको अच्छा फायदा मिलेगा. किसी नए काम में आप सोच समझकर हाथ बढ़ाएं. आपको किसी पुरानी गलती से सबक लेना होगा. ससुराल पक्ष के किसी व्यक्ति की आपसे कहा सुनी हो सकती है. आपको किसी से कामों को लेकर कोई मदद लेनी होगी. bbox=[101, 1057, 370, 1169]
grid-cell: 7 bbox=[855, 1795, 879, 1819]
grid-cell: 2 bbox=[880, 1844, 904, 1868]
zodiac-sign-icon: ♉ bbox=[49, 322, 95, 368]
grid-cell: 4 bbox=[516, 1783, 559, 1826]
grid-cell bbox=[430, 1955, 473, 1998]
